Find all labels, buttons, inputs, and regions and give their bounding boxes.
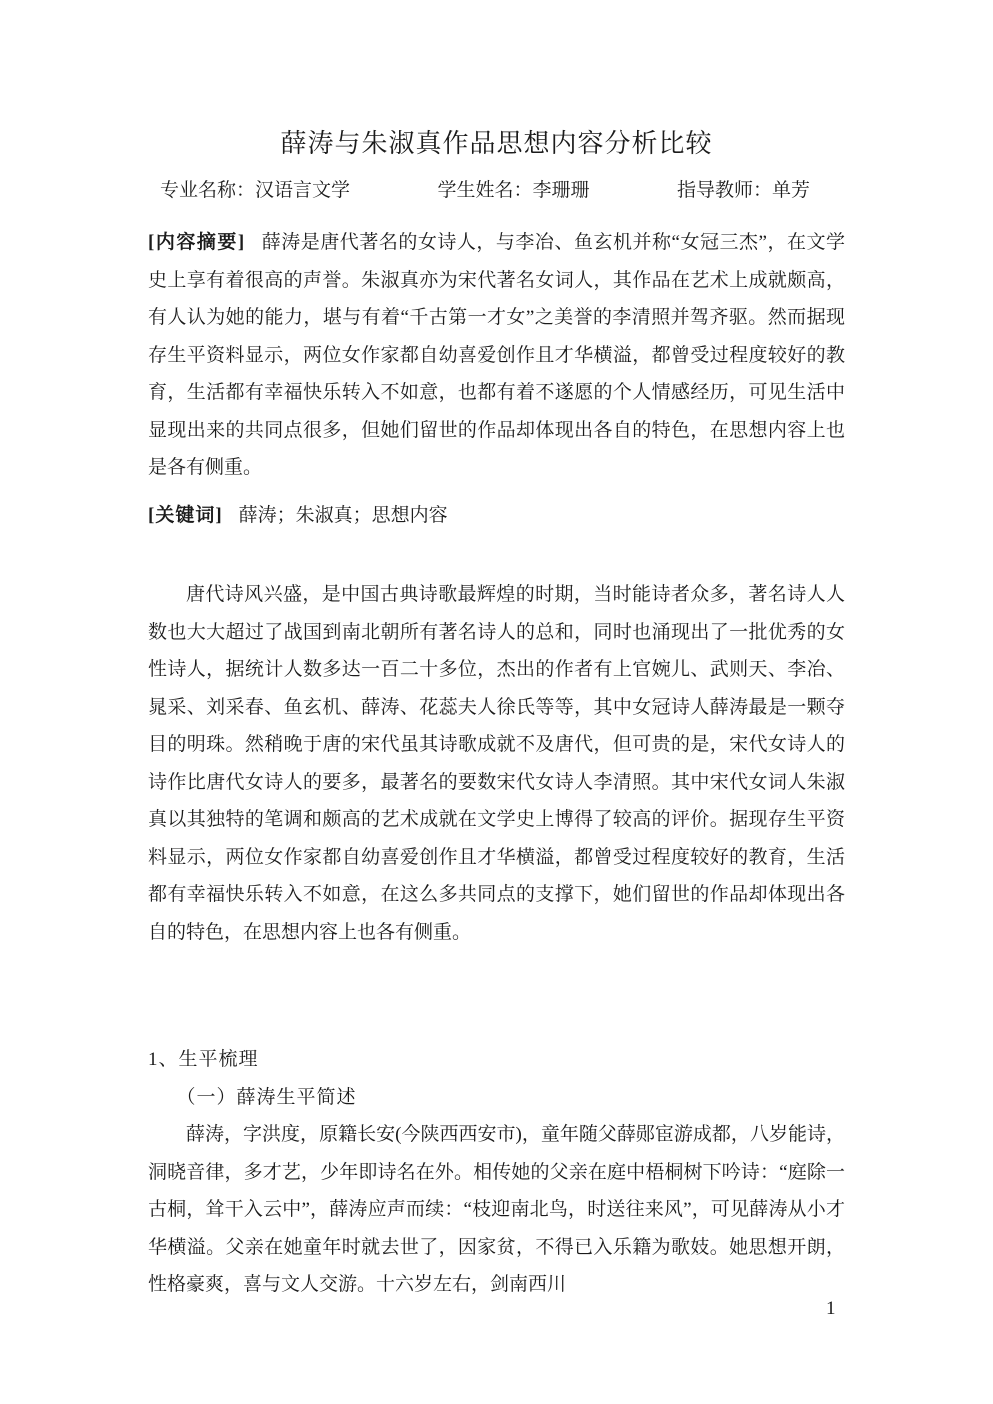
keywords-line — [148, 497, 845, 535]
abstract-text: 薛涛是唐代著名的女诗人，与李冶、鱼玄机并称“女冠三杰”，在文学史上享有着很高的声誉。朱淑真亦为宋代著名女词人，其作品在艺术上成就颇高，有人认为她的能力，堪与有着“千古第一才女”之美誉的李清照并驾齐驱。然而据现存生平资料显示，两位女作家都自幼喜爱创作且才华横溢，都曾受过程度较好的教育，生活都有幸福快乐转入不如意，也都有着不遂愿的个人情感经历，可见生活中显现出来的共同点很多，但她们留世的作品却体现出各自的特色，在思想内容上也是各有侧重。 — [148, 232, 846, 478]
abstract-label: [内容摘要] — [148, 232, 246, 253]
keywords-label: [关键词] — [148, 504, 223, 526]
subsection-heading-1: （一）薛涛生平简述 — [176, 1086, 357, 1108]
section-heading-1: 1、生平梳理 — [148, 1049, 259, 1070]
meta-student: 学生姓名：李珊珊 — [437, 180, 590, 201]
keywords-text: 薛涛；朱淑真；思想内容 — [238, 504, 448, 526]
page-title: 薛涛与朱淑真作品思想内容分析比较 — [280, 129, 713, 158]
meta-advisor: 指导教师：单芳 — [676, 180, 810, 201]
page-number: 1 — [826, 1298, 836, 1319]
meta-line — [160, 176, 810, 206]
meta-major: 专业名称：汉语言文学 — [160, 180, 351, 201]
body-paragraph-2: 薛涛，字洪度，原籍长安(今陕西西安市)，童年随父薛郧宦游成都，八岁能诗，洞晓音律，多才艺，少年即诗名在外。相传她的父亲在庭中梧桐树下吟诗：“庭除一古桐，耸干入云中”，薛涛应声而续：“枝迎南北鸟，时送往来风”，可见薛涛从小才华横溢。父亲在她童年时就去世了，因家贫，不得已入乐籍为歌妓。她思想开朗，性格豪爽，喜与文人交游。十六岁左右，剑南西川 — [148, 1124, 845, 1295]
abstract-paragraph — [148, 224, 845, 487]
body-paragraph-1: 唐代诗风兴盛，是中国古典诗歌最辉煌的时期，当时能诗者众多，著名诗人人数也大大超过了战国到南北朝所有著名诗人的总和，同时也涌现出了一批优秀的女性诗人，据统计人数多达一百二十多位，杰出的作者有上官婉儿、武则天、李冶、晁采、刘采春、鱼玄机、薛涛、花蕊夫人徐氏等等，其中女冠诗人薛涛最是一颗夺目的明珠。然稍晚于唐的宋代虽其诗歌成就不及唐代，但可贵的是，宋代女诗人的诗作比唐代女诗人的要多，最著名的要数宋代女诗人李清照。其中宋代女词人朱淑真以其独特的笔调和颇高的艺术成就在文学史上博得了较高的评价。据现存生平资料显示，两位女作家都自幼喜爱创作且才华横溢，都曾受过程度较好的教育，生活都有幸福快乐转入不如意，在这么多共同点的支撑下，她们留世的作品却体现出各自的特色，在思想内容上也各有侧重。 — [148, 584, 845, 943]
